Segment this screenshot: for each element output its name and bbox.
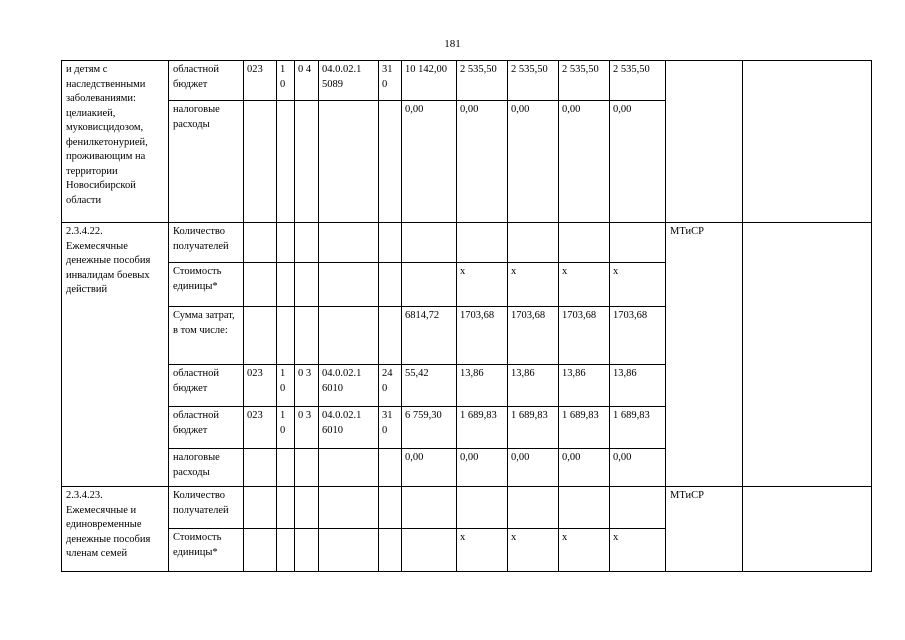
cell-y4 — [610, 223, 666, 263]
cell-csr — [319, 529, 379, 572]
cell-total: 55,42 — [402, 365, 457, 407]
cell-vr — [379, 223, 402, 263]
cell-pr — [295, 223, 319, 263]
cell-pr — [295, 529, 319, 572]
cell-label: налоговые расходы — [169, 101, 244, 223]
cell-y4: 13,86 — [610, 365, 666, 407]
cell-y3: 1 689,83 — [559, 407, 610, 449]
cell-y4: 1 689,83 — [610, 407, 666, 449]
cell-csr — [319, 449, 379, 487]
cell-label: Количество получателей — [169, 223, 244, 263]
cell-y1 — [457, 487, 508, 529]
cell-csr: 04.0.02.1 6010 — [319, 407, 379, 449]
cell-pr — [295, 307, 319, 365]
cell-rz — [277, 263, 295, 307]
cell-executor — [666, 61, 743, 223]
cell-rz — [277, 487, 295, 529]
cell-vr — [379, 101, 402, 223]
cell-y2: 2 535,50 — [508, 61, 559, 101]
cell-label: Количество получателей — [169, 487, 244, 529]
cell-vr — [379, 263, 402, 307]
cell-label: налоговые расходы — [169, 449, 244, 487]
cell-vr: 24 0 — [379, 365, 402, 407]
cell-y1 — [457, 223, 508, 263]
cell-label: областной бюджет — [169, 61, 244, 101]
cell-total: 0,00 — [402, 101, 457, 223]
cell-rz: 1 0 — [277, 407, 295, 449]
cell-y4: 0,00 — [610, 449, 666, 487]
row-description: и детям с наследственными заболеваниями: целиакией, муковисцидозом, фенилкетонурией, проживающим на территории Новосибирской области — [62, 61, 169, 223]
cell-total — [402, 223, 457, 263]
cell-csr — [319, 223, 379, 263]
cell-total: 0,00 — [402, 449, 457, 487]
cell-y2: 13,86 — [508, 365, 559, 407]
cell-rz — [277, 529, 295, 572]
cell-y1: 1703,68 — [457, 307, 508, 365]
cell-pr — [295, 263, 319, 307]
cell-total: 6 759,30 — [402, 407, 457, 449]
cell-y3: 2 535,50 — [559, 61, 610, 101]
cell-y4: х — [610, 529, 666, 572]
cell-y1: 0,00 — [457, 101, 508, 223]
cell-y3: 0,00 — [559, 101, 610, 223]
cell-vr — [379, 529, 402, 572]
cell-y2: х — [508, 529, 559, 572]
cell-total: 6814,72 — [402, 307, 457, 365]
cell-y4: х — [610, 263, 666, 307]
cell-label: Стоимость единицы* — [169, 263, 244, 307]
cell-total — [402, 487, 457, 529]
cell-grbs — [244, 449, 277, 487]
cell-pr: 0 3 — [295, 407, 319, 449]
cell-result — [743, 487, 872, 572]
cell-grbs — [244, 223, 277, 263]
cell-result — [743, 223, 872, 487]
cell-y3 — [559, 487, 610, 529]
cell-total — [402, 529, 457, 572]
cell-vr — [379, 487, 402, 529]
cell-rz — [277, 223, 295, 263]
cell-csr: 04.0.02.1 6010 — [319, 365, 379, 407]
cell-pr — [295, 101, 319, 223]
cell-executor: МТиСР — [666, 487, 743, 572]
cell-y2: х — [508, 263, 559, 307]
cell-rz — [277, 307, 295, 365]
table-row — [62, 61, 872, 101]
cell-label: Стоимость единицы* — [169, 529, 244, 572]
cell-rz: 1 0 — [277, 365, 295, 407]
cell-vr: 31 0 — [379, 407, 402, 449]
cell-y3: 13,86 — [559, 365, 610, 407]
cell-result — [743, 61, 872, 223]
cell-y2 — [508, 223, 559, 263]
cell-vr — [379, 307, 402, 365]
cell-y1: 2 535,50 — [457, 61, 508, 101]
cell-y2: 1 689,83 — [508, 407, 559, 449]
cell-csr — [319, 487, 379, 529]
cell-y2: 0,00 — [508, 101, 559, 223]
cell-pr — [295, 449, 319, 487]
table-row — [62, 487, 872, 529]
cell-grbs: 023 — [244, 61, 277, 101]
cell-y4: 2 535,50 — [610, 61, 666, 101]
cell-y4: 0,00 — [610, 101, 666, 223]
cell-y3: х — [559, 263, 610, 307]
cell-grbs: 023 — [244, 365, 277, 407]
cell-y2 — [508, 487, 559, 529]
cell-vr: 31 0 — [379, 61, 402, 101]
cell-grbs — [244, 307, 277, 365]
cell-y4 — [610, 487, 666, 529]
cell-y1: х — [457, 529, 508, 572]
cell-y3 — [559, 223, 610, 263]
cell-y4: 1703,68 — [610, 307, 666, 365]
cell-pr — [295, 487, 319, 529]
cell-grbs — [244, 101, 277, 223]
cell-y1: х — [457, 263, 508, 307]
cell-csr: 04.0.02.1 5089 — [319, 61, 379, 101]
cell-pr: 0 4 — [295, 61, 319, 101]
cell-rz — [277, 449, 295, 487]
cell-label: Сумма затрат, в том числе: — [169, 307, 244, 365]
cell-y1: 1 689,83 — [457, 407, 508, 449]
cell-label: областной бюджет — [169, 365, 244, 407]
cell-y3: х — [559, 529, 610, 572]
cell-csr — [319, 263, 379, 307]
cell-y1: 0,00 — [457, 449, 508, 487]
cell-total — [402, 263, 457, 307]
cell-rz: 1 0 — [277, 61, 295, 101]
cell-vr — [379, 449, 402, 487]
cell-csr — [319, 101, 379, 223]
page-number: 181 — [444, 38, 461, 50]
cell-total: 10 142,00 — [402, 61, 457, 101]
cell-y1: 13,86 — [457, 365, 508, 407]
cell-y3: 0,00 — [559, 449, 610, 487]
cell-csr — [319, 307, 379, 365]
cell-y2: 1703,68 — [508, 307, 559, 365]
row-description: 2.3.4.22. Ежемесячные денежные пособия инвалидам боевых действий — [62, 223, 169, 487]
cell-executor: МТиСР — [666, 223, 743, 487]
row-description: 2.3.4.23. Ежемесячные и единовременные денежные пособия членам семей — [62, 487, 169, 572]
cell-grbs: 023 — [244, 407, 277, 449]
cell-grbs — [244, 529, 277, 572]
cell-grbs — [244, 487, 277, 529]
cell-grbs — [244, 263, 277, 307]
cell-y3: 1703,68 — [559, 307, 610, 365]
cell-pr: 0 3 — [295, 365, 319, 407]
cell-y2: 0,00 — [508, 449, 559, 487]
cell-rz — [277, 101, 295, 223]
table-row — [62, 223, 872, 263]
cell-label: областной бюджет — [169, 407, 244, 449]
budget-table — [61, 60, 872, 572]
